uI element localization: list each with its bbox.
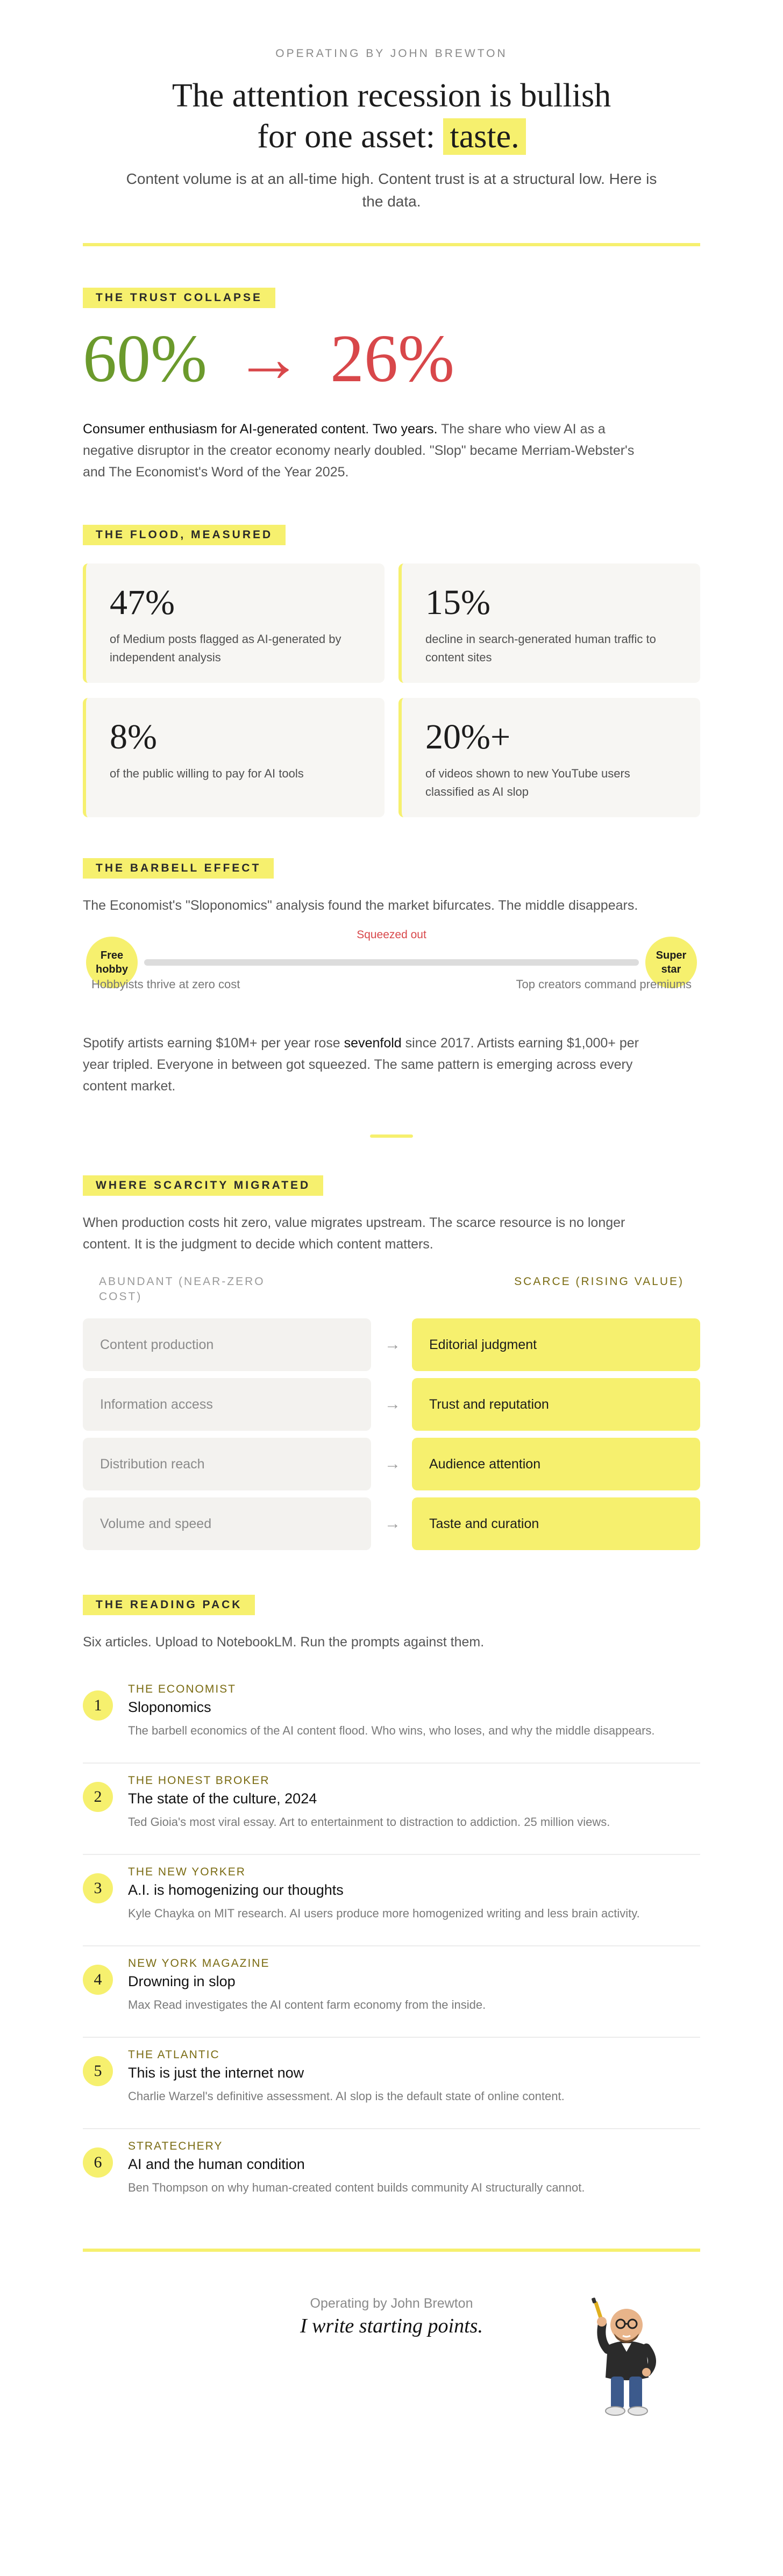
stat-from: 60% — [83, 322, 207, 396]
trust-body: The share who view AI as a negative disruptor in the creator economy nearly doubled. "Slop" became Merriam-Webster's and The Economist's Word of the Year 2025. — [83, 422, 635, 480]
abundant-item: Content production — [83, 1318, 371, 1371]
stat-card — [398, 698, 700, 817]
divider — [83, 243, 700, 246]
reading-list — [83, 1672, 700, 2226]
trust-paragraph — [83, 418, 642, 483]
article-desc: The barbell economics of the AI content flood. Who wins, who loses, and why the middle disappears. — [128, 1724, 655, 1737]
list-item[interactable] — [83, 1764, 700, 1855]
barbell-intro: The Economist's "Sloponomics" analysis found the market bifurcates. The middle disappears. — [83, 898, 638, 913]
article-number: 1 — [83, 1690, 113, 1721]
bubble-superstar: Super star — [645, 937, 697, 988]
scarce-item: Audience attention — [412, 1438, 700, 1490]
article-number: 5 — [83, 2056, 113, 2086]
barbell-body-1: Spotify artists earning $10M+ per year rose — [83, 1036, 344, 1051]
arrow-icon: → — [385, 1455, 401, 1473]
article-source: STRATECHERY — [128, 2140, 223, 2152]
article-source: THE ATLANTIC — [128, 2049, 220, 2061]
barbell-paragraph — [83, 1032, 642, 1097]
stat-card — [398, 563, 700, 683]
barbell-right-label: Top creators command premiums — [516, 977, 692, 991]
article-source: THE ECONOMIST — [128, 1683, 237, 1695]
abundant-item: Distribution reach — [83, 1438, 371, 1490]
stat-card-number: 47% — [110, 583, 175, 622]
article-source: NEW YORK MAGAZINE — [128, 1957, 270, 1970]
article-desc: Max Read investigates the AI content farm economy from the inside. — [128, 1998, 486, 2011]
article-number: 6 — [83, 2147, 113, 2178]
footer-tagline: I write starting points. — [300, 2315, 483, 2337]
barbell-body-2: since 2017. Artists earning $1,000+ per year tripled. Everyone in between got squeezed. The same pattern is emerging across every content market. — [83, 1036, 639, 1094]
article-number: 2 — [83, 1782, 113, 1812]
scarcity-intro: When production costs hit zero, value migrates upstream. The scarce resource is no longer content. It is the judgment to decide which content matters. — [83, 1215, 625, 1252]
stat-card-number: 15% — [425, 583, 490, 622]
stat-card-desc: of Medium posts flagged as AI-generated by independent analysis — [110, 632, 341, 664]
barbell-track — [144, 959, 639, 966]
article-desc: Ben Thompson on why human-created content builds community AI structurally cannot. — [128, 2181, 585, 2194]
article-title[interactable]: Drowning in slop — [128, 1973, 236, 1989]
list-item[interactable] — [83, 1855, 700, 1946]
list-item[interactable] — [83, 2129, 700, 2221]
barbell-body-bold: sevenfold — [344, 1036, 402, 1051]
kicker: OPERATING BY JOHN BREWTON — [275, 47, 508, 60]
stat-card-number: 20%+ — [425, 717, 511, 757]
scarce-item: Editorial judgment — [412, 1318, 700, 1371]
article-source: THE HONEST BROKER — [128, 1774, 270, 1787]
article-source: THE NEW YORKER — [128, 1866, 246, 1878]
list-item[interactable] — [83, 1672, 700, 1764]
article-title[interactable]: Sloponomics — [128, 1699, 211, 1715]
stat-card-desc: of the public willing to pay for AI tools — [110, 767, 304, 780]
scarce-item: Taste and curation — [412, 1497, 700, 1550]
reading-intro: Six articles. Upload to NotebookLM. Run the prompts against them. — [83, 1635, 485, 1650]
small-divider — [370, 1134, 413, 1138]
list-item[interactable] — [83, 1946, 700, 2038]
section-tag-flood: THE FLOOD, MEASURED — [83, 525, 286, 545]
abundant-item: Information access — [83, 1378, 371, 1431]
stat-to: 26% — [330, 322, 454, 396]
list-item[interactable] — [83, 2038, 700, 2129]
article-desc: Charlie Warzel's definitive assessment. AI slop is the default state of online content. — [128, 2089, 565, 2103]
trust-stat — [83, 322, 454, 397]
divider — [83, 2249, 700, 2252]
article-desc: Ted Gioia's most viral essay. Art to entertainment to distraction to addiction. 25 million views. — [128, 1815, 610, 1829]
stat-card — [83, 698, 385, 817]
arrow-icon: → — [385, 1515, 401, 1532]
arrow-icon: → — [385, 1395, 401, 1413]
column-head-abundant: ABUNDANT (NEAR-ZERO COST) — [99, 1275, 265, 1303]
column-head-scarce: SCARCE (RISING VALUE) — [514, 1275, 684, 1288]
stat-card — [83, 563, 385, 683]
section-tag-scarcity: WHERE SCARCITY MIGRATED — [83, 1175, 323, 1196]
article-title[interactable]: This is just the internet now — [128, 2065, 304, 2081]
article-desc: Kyle Chayka on MIT research. AI users produce more homogenized writing and less brain activity. — [128, 1907, 640, 1920]
squeezed-label: Squeezed out — [357, 929, 426, 941]
subtitle: Content volume is at an all-time high. Content trust is at a structural low. Here is the data. — [126, 170, 657, 210]
article-title[interactable]: AI and the human condition — [128, 2156, 305, 2172]
arrow-icon: → — [385, 1336, 401, 1353]
stat-card-desc: of videos shown to new YouTube users classified as AI slop — [425, 767, 630, 798]
barbell-left-label: Hobbyists thrive at zero cost — [91, 977, 240, 991]
stat-card-number: 8% — [110, 717, 157, 757]
footer-byline: Operating by John Brewton — [310, 2296, 473, 2311]
section-tag-reading: THE READING PACK — [83, 1595, 255, 1615]
trust-lead: Consumer enthusiasm for AI-generated content. Two years. — [83, 422, 438, 437]
article-number: 4 — [83, 1965, 113, 1995]
bubble-free-hobby: Free hobby — [86, 937, 138, 988]
abundant-item: Volume and speed — [83, 1497, 371, 1550]
avatar — [586, 2292, 667, 2421]
title-highlight: taste. — [443, 118, 525, 155]
title-line-1: The attention recession is bullish — [172, 77, 611, 114]
title-line-2-prefix: for one asset: — [257, 118, 444, 155]
section-tag-trust: THE TRUST COLLAPSE — [83, 288, 275, 308]
page-title — [83, 75, 700, 157]
section-tag-barbell: THE BARBELL EFFECT — [83, 858, 274, 879]
article-number: 3 — [83, 1873, 113, 1903]
article-title[interactable]: A.I. is homogenizing our thoughts — [128, 1882, 344, 1898]
stat-card-desc: decline in search-generated human traffic to content sites — [425, 632, 656, 664]
scarce-item: Trust and reputation — [412, 1378, 700, 1431]
article-title[interactable]: The state of the culture, 2024 — [128, 1790, 317, 1807]
arrow-icon: → — [234, 322, 303, 396]
